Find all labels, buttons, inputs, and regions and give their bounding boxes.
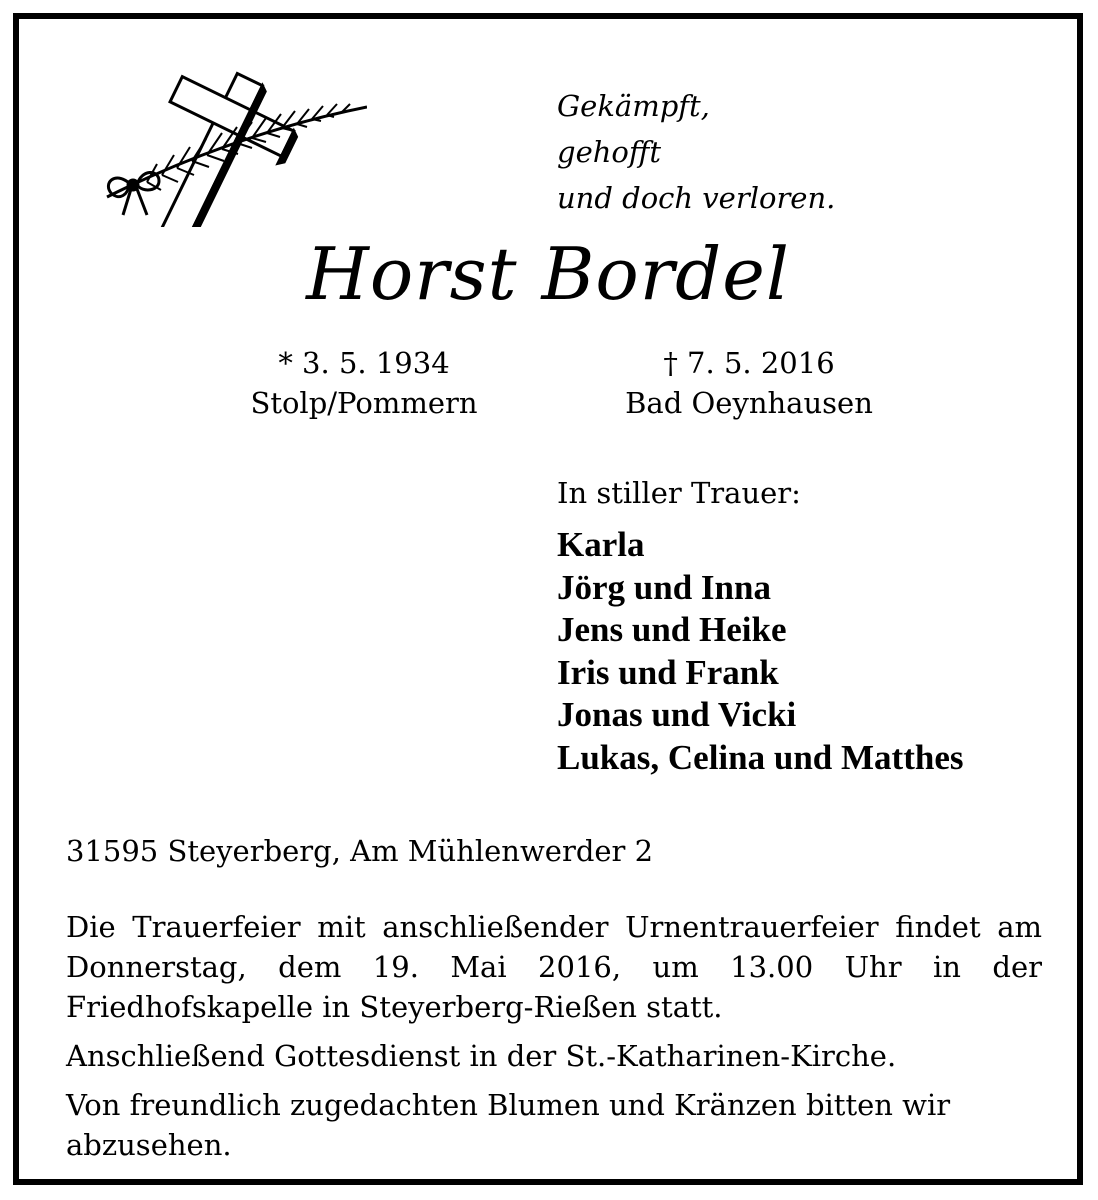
- motto-line: und doch verloren.: [557, 181, 836, 215]
- service-paragraph: Die Trauerfeier mit anschließender Urnentrauerfeier findet am Donnerstag, dem 19. Mai 2016, um 13.00 Uhr in der Friedhofskapelle in Steyerberg-Rießen statt.: [66, 910, 1042, 1024]
- service-info: [66, 907, 1042, 1174]
- birth-date: * 3. 5. 1934: [278, 346, 450, 380]
- mourner-name: Iris und Frank: [557, 652, 779, 692]
- death-date: † 7. 5. 2016: [663, 346, 835, 380]
- obituary-frame: [13, 13, 1083, 1185]
- motto: [557, 83, 835, 221]
- mourners-list: [557, 524, 963, 779]
- birth-place: Stolp/Pommern: [250, 386, 478, 420]
- motto-line: Gekämpft,: [557, 89, 710, 123]
- mourner-name: Jörg und Inna: [557, 567, 771, 607]
- birth-info: [224, 343, 504, 423]
- cross-with-palm-frond-icon: [67, 67, 367, 227]
- mourning-intro: In stiller Trauer:: [557, 476, 801, 510]
- service-paragraph: Von freundlich zugedachten Blumen und Kränzen bitten wir abzusehen.: [66, 1088, 951, 1162]
- service-paragraph: Anschließend Gottesdienst in der St.-Katharinen-Kirche.: [66, 1039, 897, 1073]
- mourner-name: Jonas und Vicki: [557, 695, 797, 734]
- death-place: Bad Oeynhausen: [625, 386, 873, 420]
- mourner-name: Jens und Heike: [557, 610, 787, 649]
- death-info: [599, 343, 899, 423]
- mourner-name: Karla: [557, 525, 645, 564]
- mourner-name: Lukas, Celina und Matthes: [557, 737, 964, 777]
- motto-line: gehofft: [557, 135, 662, 169]
- address: 31595 Steyerberg, Am Mühlenwerder 2: [66, 834, 654, 868]
- deceased-name: Horst Bordel: [306, 232, 790, 316]
